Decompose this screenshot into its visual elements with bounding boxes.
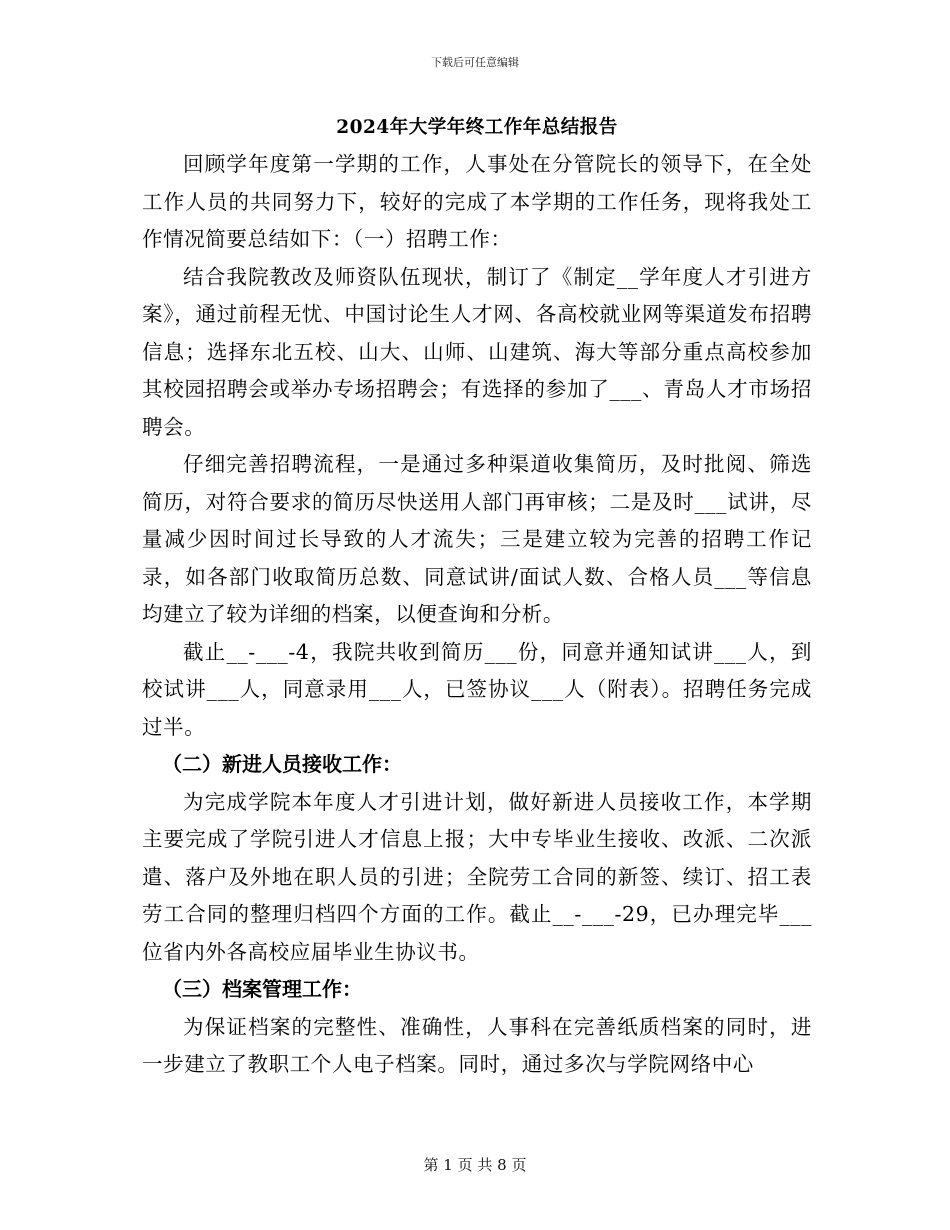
- paragraph-archives: 为保证档案的完整性、准确性，人事科在完善纸质档案的同时，进一步建立了教职工个人电子档案。同时，通过多次与学院网络中心: [142, 1014, 812, 1076]
- paragraph-recruit-process: 仔细完善招聘流程，一是通过多种渠道收集简历，及时批阅、筛选简历，对符合要求的简历尽快送用人部门再审核；二是及时___试讲，尽量减少因时间过长导致的人才流失；三是建立较为完善的招聘工作记录，如各部门收取简历总数、同意试讲/面试人数、合格人员___等信息均建立了较为详细的档案，以便查询和分析。: [142, 452, 812, 626]
- section-heading-archives: （三）档案管理工作：: [162, 977, 362, 1001]
- paragraph-recruit-stats: 截止__-___-4，我院共收到简历___份，同意并通知试讲___人，到校试讲___人，同意录用___人，已签协议___人（附表）。招聘任务完成过半。: [142, 639, 812, 739]
- paragraph-new-staff: 为完成学院本年度人才引进计划，做好新进人员接收工作，本学期主要完成了学院引进人才信息上报；大中专毕业生接收、改派、二次派遣、落户及外地在职人员的引进；全院劳工合同的新签、续订、招工表劳工合同的整理归档四个方面的工作。截止__-___-29，已办理完毕___位省内外各高校应届毕业生协议书。: [142, 789, 812, 964]
- paragraph-recruit-plan: 结合我院教改及师资队伍现状，制订了《制定__学年度人才引进方案》，通过前程无忧、中国讨论生人才网、各高校就业网等渠道发布招聘信息；选择东北五校、山大、山师、山建筑、海大等部分重点高校参加其校园招聘会或举办专场招聘会；有选择的参加了___、青岛人才市场招聘会。: [142, 264, 812, 439]
- document-title: 2024年大学年终工作年总结报告: [336, 117, 618, 138]
- document-body: [142, 114, 812, 1084]
- section-heading-new-staff: （二）新进人员接收工作：: [162, 752, 402, 776]
- paragraph-intro: 回顾学年度第一学期的工作，人事处在分管院长的领导下，在全处工作人员的共同努力下，较好的完成了本学期的工作任务，现将我处工作情况简要总结如下：（一）招聘工作：: [142, 152, 812, 251]
- page-number-footer: 第 1 页 共 8 页: [423, 1156, 527, 1174]
- page-header-note: 下载后可任意编辑: [431, 56, 519, 69]
